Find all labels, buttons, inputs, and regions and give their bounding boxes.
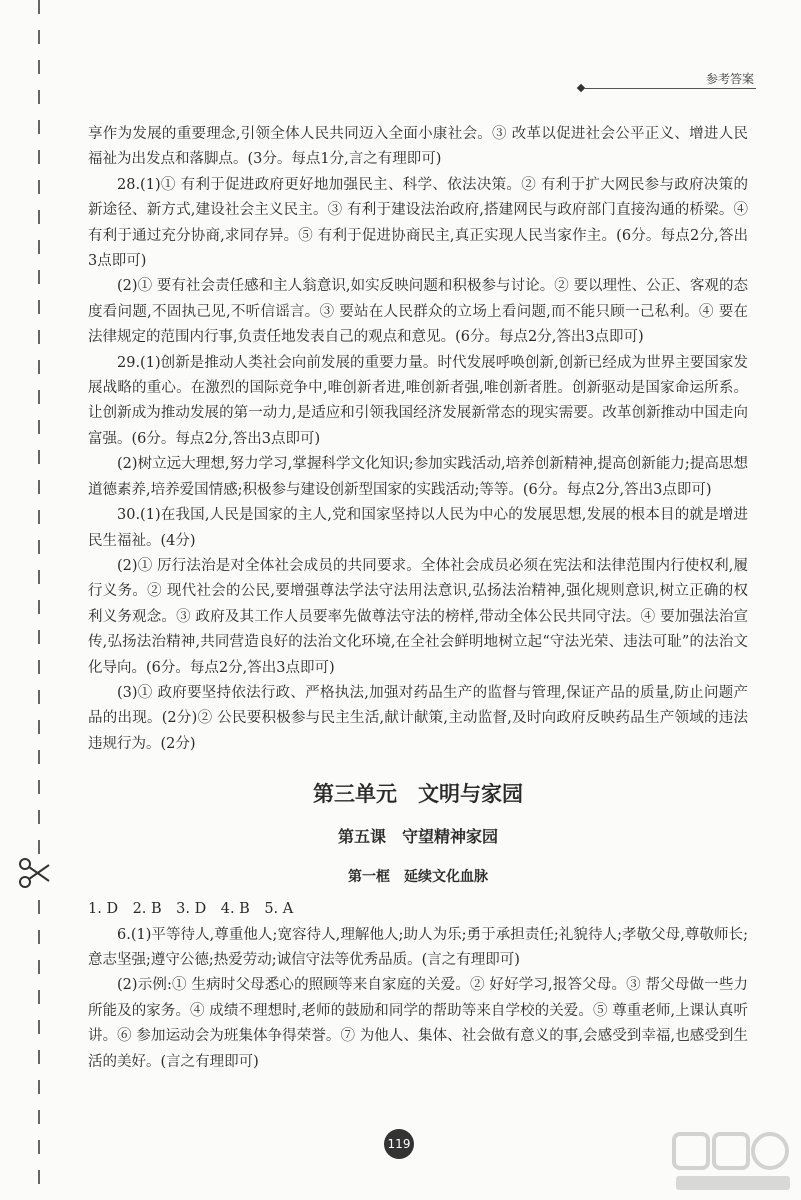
answer-content [88,122,748,1075]
answer-line: 1. D 2. B 3. D 4. B 5. A [88,901,294,918]
paragraph: (2)树立远大理想,努力学习,掌握科学文化知识;参加实践活动,培养创新精神,提高创新能力;提高思想道德素养,培养爱国情感;积极参与建设创新型国家的实践活动;等等。(6分。每点2分,答出3点即可) [88,456,748,498]
page-number: 119 [384,1129,414,1159]
paragraph: 28.(1)① 有利于促进政府更好地加强民主、科学、依法决策。② 有利于扩大网民参与政府决策的新途径、新方式,建设社会主义民主。③ 有利于建设法治政府,搭建网民与政府部门直接沟通的桥梁。④ 有利于通过充分协商,求同存异。⑤ 有利于促进协商民主,真正实现人民当家作主。(6分。每点2分,答出3点即可) [88,176,748,270]
paragraph: 30.(1)在我国,人民是国家的主人,党和国家坚持以人民为中心的发展思想,发展的根本目的就是增进民生福祉。(4分) [88,507,748,549]
scissors-icon [16,855,52,891]
unit-title: 第三单元 文明与家园 [313,782,523,807]
header-label: 参考答案 [702,70,754,87]
frame-title: 第一框 延续文化血脉 [348,869,488,886]
watermark-logo [672,1130,794,1196]
paragraph: (2)① 要有社会责任感和主人翁意识,如实反映问题和积极参与讨论。② 要以理性、公正、客观的态度看问题,不固执己见,不听信谣言。③ 要站在人民群众的立场上看问题,而不能只顾一己私利。④ 要在法律规定的范围内行事,负责任地发表自己的观点和意见。(6分。每点2分,答出3点即可) [88,278,748,346]
answer-line: 6.(1)平等待人,尊重他人;宽容待人,理解他人;助人为乐;勇于承担责任;礼貌待人;孝敬父母,尊敬师长;意志坚强;遵守公德;热爱劳动;诚信守法等优秀品质。(言之有理即可) [88,926,748,968]
paragraph: (3)① 政府要坚持依法行政、严格执法,加强对药品生产的监督与管理,保证产品的质量,防止问题产品的出现。(2分)② 公民要积极参与民主生活,献计献策,主动监督,及时向政府反映药品生产领域的违法违规行为。(2分) [88,684,748,752]
paragraph: 享作为发展的重要理念,引领全体人民共同迈入全面小康社会。③ 改革以促进社会公平正义、增进人民福祉为出发点和落脚点。(3分。每点1分,言之有理即可) [88,126,748,168]
running-header [578,74,756,94]
paragraph: (2)① 厉行法治是对全体社会成员的共同要求。全体社会成员必须在宪法和法律范围内行使权利,履行义务。② 现代社会的公民,要增强尊法学法守法用法意识,弘扬法治精神,强化规则意识,树立正确的权利义务观念。③ 政府及其工作人员要率先做尊法守法的榜样,带动全体公民共同守法。④ 要加强法治宣传,弘扬法治精神,共同营造良好的法治文化环境,在全社会鲜明地树立起“守法光荣、违法可耻”的法治文化导向。(6分。每点2分,答出3点即可) [88,557,748,676]
paragraph: 29.(1)创新是推动人类社会向前发展的重要力量。时代发展呼唤创新,创新已经成为世界主要国家发展战略的重心。在激烈的国际竞争中,唯创新者进,唯创新者强,唯创新者胜。创新驱动是国家命运所系。让创新成为推动发展的第一动力,是适应和引领我国经济发展新常态的现实需要。改革创新推动中国走向富强。(6分。每点2分,答出3点即可) [88,354,748,447]
answer-line: (2)示例:① 生病时父母悉心的照顾等来自家庭的关爱。② 好好学习,报答父母。③ 帮父母做一些力所能及的家务。④ 成绩不理想时,老师的鼓励和同学的帮助等来自学校的关爱。⑤ 尊重老师,上课认真听讲。⑥ 参加运动会为班集体争得荣誉。⑦ 为他人、集体、社会做有意义的事,会感受到幸福,也感受到生活的美好。(言之有理即可) [88,977,748,1070]
cut-line [38,0,40,1200]
lesson-title: 第五课 守望精神家园 [337,827,498,847]
header-rule [584,88,756,89]
